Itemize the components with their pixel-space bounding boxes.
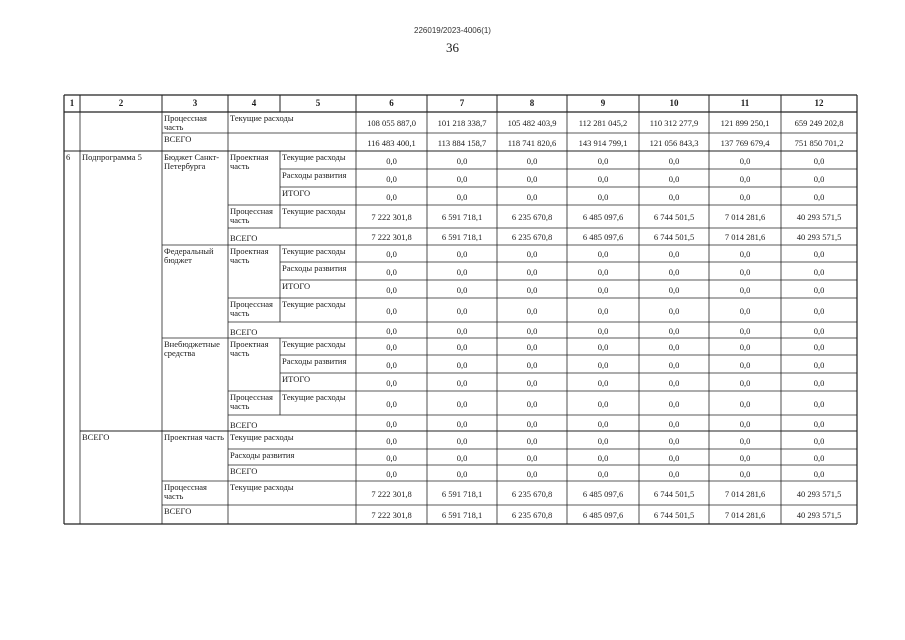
- value-cell: 0,0: [813, 435, 825, 446]
- value-cell: 7 014 281,6: [724, 232, 766, 242]
- cell-tekushchie: Текущие расходы: [230, 482, 294, 492]
- value-cell: 6 744 501,5: [653, 510, 695, 520]
- cell-processnaya: Процессная часть: [230, 299, 273, 318]
- value-cell: 0,0: [813, 418, 825, 429]
- value-cell: 0,0: [526, 359, 538, 370]
- value-cell: 0,0: [456, 173, 468, 184]
- cell-vsego: ВСЕГО: [230, 466, 258, 476]
- value-cell: 113 884 158,7: [437, 137, 487, 148]
- value-cell: 0,0: [386, 173, 397, 184]
- value-cell: 0,0: [597, 305, 609, 316]
- value-cell: 110 312 277,9: [649, 118, 699, 128]
- value-cell: 0,0: [739, 435, 751, 446]
- value-cell: 0,0: [597, 377, 609, 388]
- column-header: 6: [389, 98, 394, 108]
- value-cell: 108 055 887,0: [367, 118, 416, 128]
- value-cell: 0,0: [813, 342, 825, 352]
- value-cell: 0,0: [668, 359, 680, 370]
- value-cell: 7 222 301,8: [371, 232, 412, 242]
- budget-spb: Бюджет Санкт-Петербурга: [164, 152, 220, 171]
- value-cell: 0,0: [813, 468, 825, 479]
- budget-federal: Федеральный бюджет: [164, 246, 214, 265]
- value-cell: 0,0: [526, 452, 538, 463]
- value-cell: 0,0: [739, 325, 751, 336]
- cell-processnaya: Процессная часть: [230, 206, 273, 225]
- value-cell: 0,0: [386, 418, 397, 429]
- value-cell: 0,0: [526, 284, 538, 295]
- value-cell: 0,0: [456, 284, 468, 295]
- document-id: 226019/2023-4006(1): [414, 26, 491, 35]
- value-cell: 0,0: [597, 435, 609, 446]
- value-cell: 0,0: [456, 342, 468, 352]
- value-cell: 40 293 571,5: [796, 488, 842, 499]
- value-cell: 7 222 301,8: [371, 212, 412, 222]
- value-cell: 0,0: [813, 325, 825, 336]
- value-cell: 6 485 097,6: [582, 212, 624, 222]
- value-cell: 0,0: [597, 342, 609, 352]
- value-cell: 0,0: [739, 155, 751, 166]
- cell-vsego: ВСЕГО: [164, 134, 192, 144]
- cell-vsego: ВСЕГО: [230, 233, 258, 243]
- value-cell: 0,0: [526, 418, 538, 429]
- value-cell: 6 485 097,6: [582, 510, 624, 520]
- value-cell: 0,0: [813, 266, 825, 277]
- value-cell: 6 235 670,8: [511, 510, 553, 520]
- value-cell: 143 914 799,1: [578, 137, 628, 148]
- value-cell: 0,0: [739, 284, 751, 295]
- value-cell: 0,0: [739, 377, 751, 388]
- column-header: 4: [251, 98, 257, 108]
- value-cell: 0,0: [456, 155, 468, 166]
- value-cell: 6 235 670,8: [511, 488, 553, 499]
- value-cell: 101 218 338,7: [437, 118, 487, 128]
- value-cell: 0,0: [668, 191, 680, 202]
- value-cell: 0,0: [668, 173, 680, 184]
- value-cell: 0,0: [739, 468, 751, 479]
- value-cell: 0,0: [526, 468, 538, 479]
- value-cell: 0,0: [386, 359, 397, 370]
- value-cell: 40 293 571,5: [796, 510, 842, 520]
- cell-tekushchie: Текущие расходы: [282, 206, 346, 216]
- cell-processnaya: Процессная часть: [164, 482, 207, 501]
- page-number: 36: [446, 40, 459, 55]
- column-header: 2: [118, 98, 124, 108]
- cell-proektnaya: Проектная часть: [230, 152, 269, 171]
- value-cell: 0,0: [813, 398, 825, 409]
- value-cell: 0,0: [739, 359, 751, 370]
- value-cell: 6 744 501,5: [653, 232, 695, 242]
- value-cell: 0,0: [813, 305, 825, 316]
- cell-tekushchie: Текущие расходы: [282, 339, 346, 349]
- value-cell: 0,0: [526, 435, 538, 446]
- cell-razvitiya: Расходы развития: [230, 450, 295, 460]
- value-cell: 6 744 501,5: [653, 488, 695, 499]
- value-cell: 0,0: [813, 284, 825, 295]
- value-cell: 0,0: [526, 266, 538, 277]
- cell-razvitiya: Расходы развития: [282, 170, 347, 180]
- value-cell: 0,0: [668, 452, 680, 463]
- value-cell: 0,0: [813, 452, 825, 463]
- value-cell: 40 293 571,5: [796, 212, 842, 222]
- value-cell: 0,0: [456, 325, 468, 336]
- value-cell: 0,0: [456, 398, 468, 409]
- value-cell: 105 482 403,9: [507, 118, 557, 128]
- value-cell: 0,0: [813, 359, 825, 370]
- value-cell: 0,0: [668, 342, 680, 352]
- value-cell: 0,0: [597, 266, 609, 277]
- value-cell: 0,0: [597, 359, 609, 370]
- value-cell: 0,0: [456, 359, 468, 370]
- column-header: 12: [814, 98, 824, 108]
- cell-razvitiya: Расходы развития: [282, 263, 347, 273]
- cell-vsego: ВСЕГО: [164, 506, 192, 516]
- value-cell: 0,0: [386, 191, 397, 202]
- column-header: 10: [669, 98, 679, 108]
- value-cell: 0,0: [668, 249, 680, 259]
- cell-processnaya: Процессная часть: [164, 113, 207, 132]
- value-cell: 6 235 670,8: [511, 212, 553, 222]
- value-cell: 0,0: [668, 418, 680, 429]
- column-header: 5: [315, 98, 321, 108]
- value-cell: 0,0: [456, 249, 468, 259]
- cell-itogo: ИТОГО: [282, 188, 311, 198]
- value-cell: 7 014 281,6: [724, 488, 766, 499]
- value-cell: 6 591 718,1: [441, 212, 483, 222]
- value-cell: 0,0: [386, 284, 397, 295]
- value-cell: 0,0: [386, 377, 397, 388]
- cell-tekushchie: Текущие расходы: [230, 113, 294, 123]
- value-cell: 0,0: [739, 305, 751, 316]
- row-number: 6: [66, 152, 71, 162]
- value-cell: 0,0: [668, 155, 680, 166]
- value-cell: 0,0: [386, 468, 397, 479]
- value-cell: 0,0: [386, 342, 397, 352]
- value-cell: 7 222 301,8: [371, 488, 412, 499]
- section-vsego: ВСЕГО: [82, 432, 110, 442]
- value-cell: 751 850 701,2: [794, 137, 844, 148]
- value-cell: 121 056 843,3: [649, 137, 699, 148]
- value-cell: 0,0: [597, 418, 609, 429]
- value-cell: 0,0: [813, 377, 825, 388]
- column-header: 3: [192, 98, 198, 108]
- column-header: 7: [459, 98, 465, 108]
- value-cell: 0,0: [456, 266, 468, 277]
- value-cell: 0,0: [526, 155, 538, 166]
- value-cell: 6 591 718,1: [441, 232, 483, 242]
- cell-tekushchie: Текущие расходы: [282, 299, 346, 309]
- value-cell: 0,0: [597, 284, 609, 295]
- value-cell: 0,0: [668, 377, 680, 388]
- value-cell: 0,0: [668, 468, 680, 479]
- cell-processnaya: Процессная часть: [230, 392, 273, 411]
- value-cell: 121 899 250,1: [720, 118, 770, 128]
- value-cell: 0,0: [813, 173, 825, 184]
- column-header: 8: [529, 98, 535, 108]
- value-cell: 0,0: [386, 398, 397, 409]
- cell-itogo: ИТОГО: [282, 374, 311, 384]
- subprogram-name: Подпрограмма 5: [82, 152, 142, 162]
- value-cell: 112 281 045,2: [578, 118, 628, 128]
- value-cell: 0,0: [597, 173, 609, 184]
- value-cell: 6 744 501,5: [653, 212, 695, 222]
- value-cell: 0,0: [597, 468, 609, 479]
- value-cell: 0,0: [668, 305, 680, 316]
- value-cell: 0,0: [739, 342, 751, 352]
- value-cell: 0,0: [668, 435, 680, 446]
- value-cell: 0,0: [739, 266, 751, 277]
- cell-vsego: ВСЕГО: [230, 327, 258, 337]
- cell-razvitiya: Расходы развития: [282, 356, 347, 366]
- value-cell: 0,0: [456, 191, 468, 202]
- value-cell: 0,0: [597, 398, 609, 409]
- value-cell: 0,0: [668, 398, 680, 409]
- value-cell: 118 741 820,6: [507, 137, 557, 148]
- value-cell: 6 485 097,6: [582, 232, 624, 242]
- value-cell: 137 769 679,4: [720, 137, 770, 148]
- value-cell: 0,0: [386, 452, 397, 463]
- value-cell: 0,0: [739, 418, 751, 429]
- value-cell: 0,0: [813, 155, 825, 166]
- value-cell: 7 222 301,8: [371, 510, 412, 520]
- value-cell: 40 293 571,5: [796, 232, 842, 242]
- value-cell: 0,0: [526, 305, 538, 316]
- value-cell: 0,0: [386, 435, 397, 446]
- value-cell: 0,0: [456, 468, 468, 479]
- value-cell: 0,0: [813, 249, 825, 259]
- value-cell: 0,0: [456, 377, 468, 388]
- value-cell: 0,0: [739, 173, 751, 184]
- value-cell: 0,0: [597, 452, 609, 463]
- value-cell: 0,0: [526, 342, 538, 352]
- value-cell: 0,0: [526, 249, 538, 259]
- value-cell: 0,0: [526, 173, 538, 184]
- value-cell: 6 591 718,1: [441, 488, 483, 499]
- column-header: 9: [600, 98, 606, 108]
- value-cell: 0,0: [739, 398, 751, 409]
- value-cell: 0,0: [739, 191, 751, 202]
- value-cell: 0,0: [597, 155, 609, 166]
- value-cell: 0,0: [526, 377, 538, 388]
- column-header: 11: [740, 98, 750, 108]
- value-cell: 0,0: [597, 191, 609, 202]
- budget-extrabudgetary: Внебюджетные средства: [164, 339, 220, 358]
- value-cell: 7 014 281,6: [724, 510, 766, 520]
- value-cell: 0,0: [597, 325, 609, 336]
- cell-tekushchie: Текущие расходы: [282, 392, 346, 402]
- cell-proektnaya: Проектная часть: [230, 246, 269, 265]
- value-cell: 0,0: [456, 452, 468, 463]
- cell-vsego: ВСЕГО: [230, 420, 258, 430]
- value-cell: 0,0: [526, 398, 538, 409]
- value-cell: 0,0: [386, 325, 397, 336]
- value-cell: 0,0: [526, 325, 538, 336]
- value-cell: 0,0: [386, 266, 397, 277]
- cell-tekushchie: Текущие расходы: [230, 432, 294, 442]
- value-cell: 0,0: [456, 305, 468, 316]
- column-header: 1: [69, 98, 75, 108]
- cell-proektnaya: Проектная часть: [230, 339, 269, 358]
- value-cell: 116 483 400,1: [367, 137, 416, 148]
- value-cell: 0,0: [386, 249, 397, 259]
- cell-proektnaya: Проектная часть: [164, 432, 225, 442]
- value-cell: 0,0: [668, 284, 680, 295]
- value-cell: 0,0: [668, 266, 680, 277]
- cell-tekushchie: Текущие расходы: [282, 152, 346, 162]
- value-cell: 6 485 097,6: [582, 488, 624, 499]
- value-cell: 0,0: [813, 191, 825, 202]
- value-cell: 0,0: [386, 155, 397, 166]
- value-cell: 6 591 718,1: [441, 510, 483, 520]
- value-cell: 0,0: [386, 305, 397, 316]
- value-cell: 0,0: [739, 452, 751, 463]
- value-cell: 0,0: [668, 325, 680, 336]
- value-cell: 0,0: [739, 249, 751, 259]
- value-cell: 659 249 202,8: [794, 118, 844, 128]
- value-cell: 7 014 281,6: [724, 212, 766, 222]
- value-cell: 0,0: [456, 435, 468, 446]
- value-cell: 0,0: [456, 418, 468, 429]
- value-cell: 0,0: [526, 191, 538, 202]
- value-cell: 0,0: [597, 249, 609, 259]
- cell-tekushchie: Текущие расходы: [282, 246, 346, 256]
- value-cell: 6 235 670,8: [511, 232, 553, 242]
- cell-itogo: ИТОГО: [282, 281, 311, 291]
